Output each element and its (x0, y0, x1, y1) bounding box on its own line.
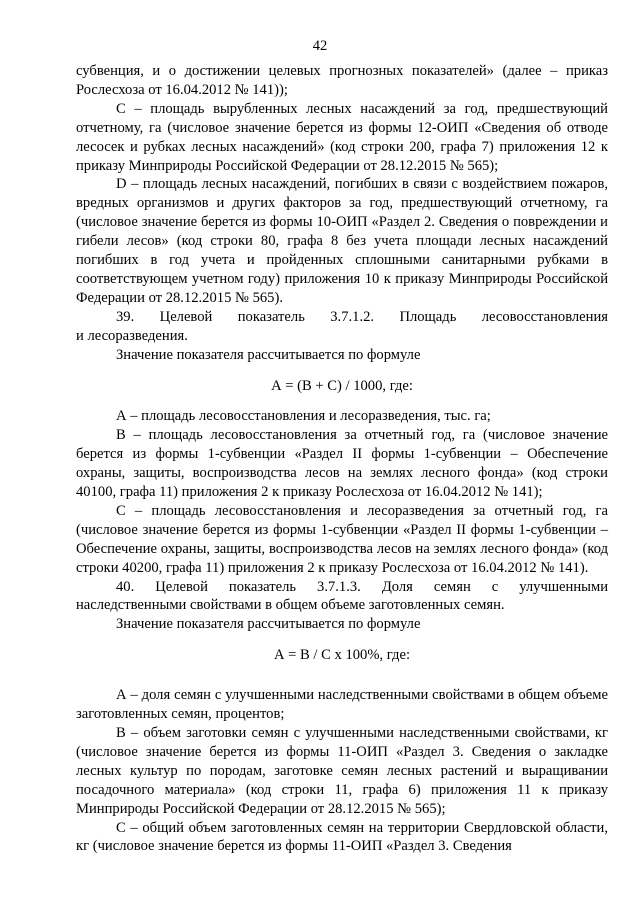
paragraph-definition-d: D – площадь лесных насаждений, погибших в связи с воздействием пожаров, вредных организмов и других факторов за год, предшествующий отчетному, га (числовое значение берется из формы 10-ОИП «Раздел 2. Сведения о повреждении и гибели лесов» (код строки 80, графа 8 без учета площади лесных насаждений погибших в год учета и пройденных сплошными санитарными рубками в соответствующем учетном году) приложения 10 к приказу Минприроды Российской Федерации от 28.12.2015 № 565). (76, 176, 608, 306)
formula-intro-1: Значение показателя рассчитывается по формуле (116, 346, 421, 363)
paragraph-definition-c1: С – площадь лесовосстановления и лесоразведения за отчетный год, га (числовое значение берется из формы 1-субвенции «Раздел II формы 1-субвенции – Обеспечение охраны, защиты, воспроизводства лесов на землях лесного фонда» (код строки 40200, графа 11) приложения 2 к приказу Рослесхоза от 16.04.2012 № 141). (76, 502, 608, 576)
paragraph-definition-a2: А – доля семян с улучшенными наследственными свойствами в общем объеме заготовленных семян, процентов; (76, 687, 608, 723)
formula-intro-2: Значение показателя рассчитывается по формуле (116, 616, 421, 633)
indicator-39-heading-cont: и лесоразведения. (76, 327, 188, 344)
formula-1: А = (В + С) / 1000, где: (271, 377, 413, 394)
indicator-40-heading: 40. Целевой показатель 3.7.1.3. Доля семян с улучшенными (116, 578, 608, 595)
paragraph-continuation: субвенция, и о достижении целевых прогнозных показателей» (далее – приказ Рослесхоза от 16.04.2012 № 141)); (76, 63, 608, 98)
paragraph-definition-c2: С – общий объем заготовленных семян на территории Свердловской области, кг (числовое значение берется из формы 11-ОИП «Раздел 3. Сведения (76, 819, 608, 855)
paragraph-definition-b2: В – объем заготовки семян с улучшенными наследственными свойствами, кг (числовое значение берется из формы 11-ОИП «Раздел 3. Сведения о закладке лесных культур по породам, заготовке семян лесных растений и выращивании посадочного материала» (код строки 11, графа 6) приложения 11 к приказу Минприроды Российской Федерации от 28.12.2015 № 565); (76, 725, 608, 817)
paragraph-definition-b1: В – площадь лесовосстановления за отчетный год, га (числовое значение берется из формы 1-субвенции «Раздел II формы 1-субвенции – Обеспечение охраны, защиты, воспроизводства лесов на землях лесного фонда» (код строки 40100, графа 11) приложения 2 к приказу Рослесхоза от 16.04.2012 № 141); (76, 427, 608, 501)
indicator-40-heading-cont: наследственными свойствами в общем объеме заготовленных семян. (76, 597, 505, 614)
formula-2: А = В / С х 100%, где: (273, 647, 411, 664)
indicator-39-heading: 39. Целевой показатель 3.7.1.2. Площадь лесовосстановления (116, 308, 608, 325)
document-body (76, 62, 608, 856)
paragraph-definition-a1: А – площадь лесовосстановления и лесоразведения, тыс. га; (116, 408, 491, 425)
paragraph-definition-c: C – площадь вырубленных лесных насаждений за год, предшествующий отчетному, га (числовое значение берется из формы 12-ОИП «Сведения об отводе лесосек и рубках лесных насаждений» (код строки 200, графа 7) приложения 12 к приказу Минприроды Российской Федерации от 28.12.2015 № 565); (76, 100, 608, 174)
page-number: 42 (312, 38, 328, 54)
